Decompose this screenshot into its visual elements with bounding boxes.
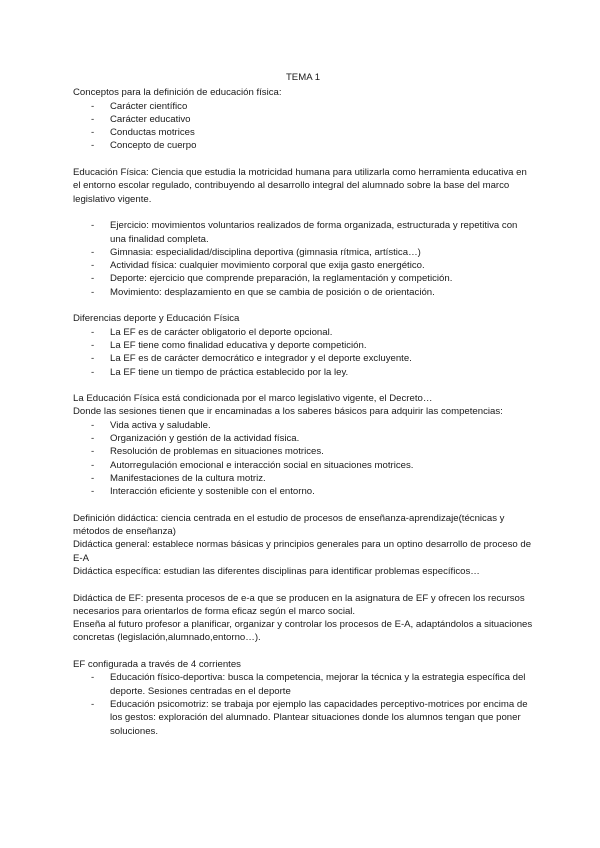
page-title: TEMA 1 [285,72,321,83]
didactics-general: Didáctica general: establece normas básicas y principios generales para un optino desarrollo de proceso de E-A [73,539,532,564]
concepts-heading: Conceptos para la definición de educación física: [73,87,282,99]
list-item: - Educación físico-deportiva: busca la competencia, mejorar la técnica y la estrategia específica del deporte. Sesiones centradas en el deporte [73,671,533,698]
list-item: - Concepto de cuerpo [73,139,533,152]
list-item: - Carácter educativo [73,113,533,126]
list-item: - Gimnasia: especialidad/disciplina deportiva (gimnasia rítmica, artística…) [73,246,533,259]
list-item: - Educación psicomotriz: se trabaja por ejemplo las capacidades perceptivo-motrices por encima de los gestos: exploración del alumnado. Plantear situaciones donde los alumnos tengan que poner soluciones. [73,698,533,738]
list-item: - Actividad física: cualquier movimiento corporal que exija gasto energético. [73,259,533,272]
list-item: - Resolución de problemas en situaciones motrices. [73,445,533,458]
list-item: - Vida activa y saludable. [73,419,533,432]
concepts-list [73,100,533,153]
legal-line: La Educación Física está condicionada por el marco legislativo vigente, el Decreto… [73,393,433,405]
list-item: - Carácter científico [73,100,533,113]
didactics-definition: Definición didáctica: ciencia centrada en el estudio de procesos de enseñanza-aprendizaje(técnicas y métodos de enseñanza) [73,512,505,538]
differences-list [73,326,533,379]
list-item: - La EF tiene como finalidad educativa y deporte competición. [73,339,533,352]
list-item: - Interacción eficiente y sostenible con el entorno. [73,485,533,498]
list-item: - La EF es de carácter democrático e integrador y el deporte excluyente. [73,352,533,365]
list-item: - Deporte: ejercicio que comprende preparación, la reglamentación y competición. [73,272,533,285]
ef-definition: Educación Física: Ciencia que estudia la motricidad humana para utilizarla como herramienta educativa en el entorno escolar regulado, contribuyendo al desarrollo integral del alumnado sobre la base del marco legislativo vigente. [73,167,527,205]
list-item: - La EF es de carácter obligatorio el deporte opcional. [73,326,533,339]
list-item: - Autorregulación emocional e interacción social en situaciones motrices. [73,459,533,472]
list-item: - Movimiento: desplazamiento en que se cambia de posición o de orientación. [73,286,533,299]
ef-didactics-teaching: Enseña al futuro profesor a planificar, organizar y controlar los procesos de E-A, adaptándolos a situaciones concretas (legislación,alumnado,entorno…). [73,619,533,644]
currents-list [73,671,533,737]
didactics-specific: Didáctica específica: estudian las diferentes disciplinas para identificar problemas específicos… [73,565,480,577]
list-item: - Conductas motrices [73,126,533,139]
currents-heading: EF configurada a través de 4 corrientes [73,659,241,671]
competencies-list [73,419,533,499]
competencies-intro: Donde las sesiones tienen que ir encaminadas a los saberes básicos para adquirir las competencias: [73,406,503,418]
ef-didactics: Didáctica de EF: presenta procesos de e-a que se producen en la asignatura de EF y ofrecen los recursos necesarios para orientarlos de forma eficaz según el marco social. [73,592,525,617]
differences-heading: Diferencias deporte y Educación Física [73,313,240,325]
list-item: - Manifestaciones de la cultura motriz. [73,472,533,485]
list-item: - Ejercicio: movimientos voluntarios realizados de forma organizada, estructurada y repetitiva con una finalidad completa. [73,219,533,246]
document-body [73,71,533,738]
list-item: - La EF tiene un tiempo de práctica establecido por la ley. [73,366,533,379]
list-item: - Organización y gestión de la actividad física. [73,432,533,445]
terms-list [73,219,533,299]
